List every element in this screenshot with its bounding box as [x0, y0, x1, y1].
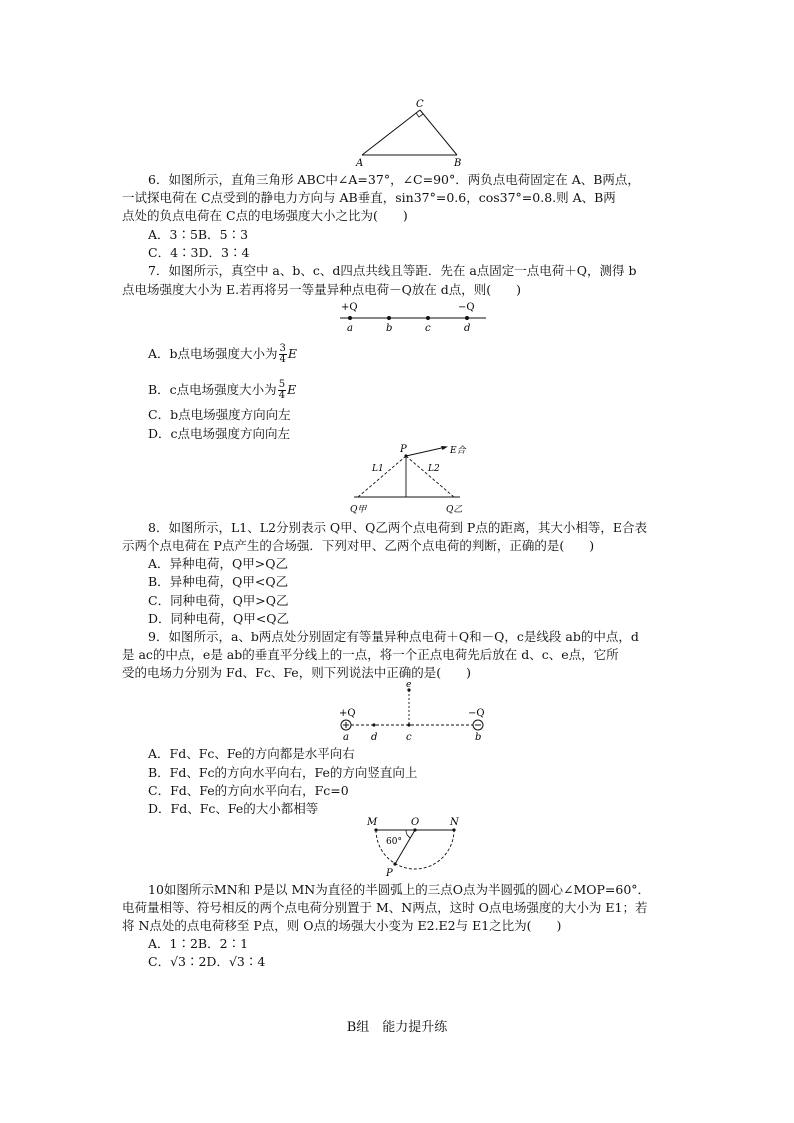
q7-option-c: C．b点电场强度方向向左 [148, 407, 291, 422]
q8-label-p: P [400, 444, 407, 455]
q7-frac-a-num: 3 [279, 343, 286, 354]
q6-triangle-figure [350, 98, 470, 168]
q10-line-2: 电荷量相等、符号相反的两个点电荷分别置于 M、N两点，这时 O点电场强度的大小为 E1；若 [122, 900, 648, 915]
q10-point-p [393, 862, 396, 865]
q7-fraction-5-4 [278, 380, 286, 401]
q6-option-ab: A．3∶5B．5∶3 [148, 227, 249, 242]
q9-point-d [372, 723, 375, 726]
q6-label-a: A [356, 158, 364, 168]
q7-option-a-text: A．b点电场强度大小为 [148, 346, 278, 361]
q9-label-d: d [371, 732, 378, 743]
q8-label-q1: Q甲 [350, 505, 367, 515]
q8-option-d: D．同种电荷，Q甲<Q乙 [148, 611, 289, 626]
q8-option-a: A．异种电荷，Q甲>Q乙 [148, 556, 288, 571]
q6-right-angle-mark [416, 113, 423, 117]
q8-option-b: B．异种电荷，Q甲<Q乙 [148, 574, 289, 589]
q9-point-c [407, 723, 410, 726]
q10-point-o [413, 828, 416, 831]
q9-charges-figure [334, 680, 494, 744]
section-heading: B组 能力提升练 [346, 1020, 448, 1035]
q6-label-b: B [454, 158, 462, 168]
q9-label-b: b [475, 732, 482, 743]
q7-option-b [148, 380, 296, 401]
q8-line-2: 示两个点电荷在 P点产生的合场强．下列对甲、乙两个点电荷的判断，正确的是( ) [122, 538, 595, 553]
q8-e-arrow [406, 447, 446, 456]
q9-line-1: 9．如图所示，a、b两点处分别固定有等量异种点电荷＋Q和－Q，c是线段 ab的中点，d [148, 629, 639, 644]
q9-label-plus-q: +Q [339, 708, 356, 719]
q7-line-2: 点电场强度大小为 E.若再将另一等量异种点电荷－Q放在 d点，则( ) [122, 282, 522, 297]
q9-label-minus-q: −Q [468, 708, 485, 719]
q10-option-ab: A．1∶2B．2∶1 [148, 936, 249, 951]
q6-label-c: C [416, 99, 424, 110]
q8-l1-dashed [358, 456, 406, 497]
q10-label-m: M [367, 817, 378, 828]
q8-line-1: 8．如图所示，L1、L2分别表示 Q甲、Q乙两个点电荷到 P点的距离，其大小相等，E合表 [148, 520, 647, 535]
q7-label-c: c [425, 323, 431, 334]
q7-option-a [148, 344, 297, 365]
q7-option-b-text: B．c点电场强度大小为 [148, 382, 277, 397]
q6-side-cb [420, 110, 457, 155]
q6-line-1: 6．如图所示，直角三角形 ABC中∠A=37°，∠C=90°．两负点电荷固定在 A、B两点， [148, 172, 640, 187]
q9-label-c: c [406, 732, 412, 743]
q7-label-d: d [464, 323, 471, 334]
q10-semicircle-figure [362, 814, 472, 880]
q9-line-2: 是 ac的中点，e是 ab的垂直平分线上的一点，将一个正点电荷先后放在 d、c、e点，它所 [122, 647, 619, 662]
q7-label-plus-q: +Q [341, 302, 358, 313]
q7-label-minus-q: −Q [458, 302, 475, 313]
q9-label-e: e [406, 680, 412, 690]
q10-label-p: P [386, 868, 393, 879]
q8-label-l1: L1 [372, 464, 384, 474]
q7-line-1: 7．如图所示，真空中 a、b、c、d四点共线且等距．先在 a点固定一点电荷＋Q，测得 b [148, 263, 637, 278]
q7-option-a-unit: E [287, 346, 298, 361]
q10-label-n: N [450, 817, 459, 828]
q9-label-a: a [343, 732, 349, 743]
q7-fraction-3-4 [279, 344, 287, 365]
q10-label-o: O [411, 817, 420, 828]
q7-label-b: b [386, 323, 393, 334]
q10-point-n [452, 828, 455, 831]
q8-label-l2: L2 [428, 464, 440, 474]
q7-option-b-unit: E [287, 382, 297, 397]
q7-frac-b-num: 5 [278, 379, 286, 390]
q9-option-d: D．Fd、Fc、Fe的大小都相等 [148, 801, 319, 816]
q9-option-b: B．Fd、Fc的方向水平向右，Fe的方向竖直向上 [148, 765, 418, 780]
q7-point-d [465, 316, 469, 320]
q10-label-angle: 60° [386, 837, 402, 847]
q10-arc [376, 830, 454, 869]
q6-option-cd: C．4∶3D．3∶4 [148, 245, 250, 260]
q6-side-ac [362, 110, 420, 155]
q10-angle-arc [406, 830, 411, 838]
q10-radius-op [395, 830, 415, 864]
q9-option-a: A．Fd、Fc、Fe的方向都是水平向右 [148, 746, 355, 761]
q9-line-3: 受的电场力分别为 Fd、Fc、Fe，则下列说法中正确的是( ) [122, 665, 471, 680]
q10-line-1: 10如图所示MN和 P是以 MN为直径的半圆弧上的三点O点为半圆弧的圆心∠MOP=60°． [148, 882, 651, 897]
q7-points-figure [336, 300, 496, 336]
q8-label-q2: Q乙 [446, 505, 463, 515]
q10-option-cd: C．√3∶2D．√3∶4 [148, 954, 266, 969]
q10-line-3: 将 N点处的点电荷移至 P点，则 O点的场强大小变为 E2.E2与 E1之比为( ) [122, 918, 562, 933]
q6-line-2: 一试探电荷在 C点受到的静电力方向与 AB垂直，sin37°=0.6，cos37°=0.8.则 A、B两 [122, 190, 616, 205]
q8-option-c: C．同种电荷，Q甲>Q乙 [148, 593, 289, 608]
q8-l2-dashed [406, 456, 454, 497]
q8-label-e: E合 [450, 446, 466, 456]
q7-option-d: D．c点电场强度方向向左 [148, 426, 291, 441]
q7-label-a: a [347, 323, 353, 334]
q9-option-c: C．Fd、Fe的方向水平向右，Fc=0 [148, 783, 349, 798]
q8-field-figure [346, 440, 476, 518]
q10-point-m [374, 828, 377, 831]
q7-point-b [387, 316, 391, 320]
q7-frac-a-den: 4 [279, 354, 286, 365]
q6-line-3: 点处的负点电荷在 C点的电场强度大小之比为( ) [122, 208, 408, 223]
q7-frac-b-den: 4 [278, 390, 286, 401]
q7-point-a [348, 316, 352, 320]
q7-point-c [426, 316, 430, 320]
q8-e-arrowhead [441, 446, 448, 450]
